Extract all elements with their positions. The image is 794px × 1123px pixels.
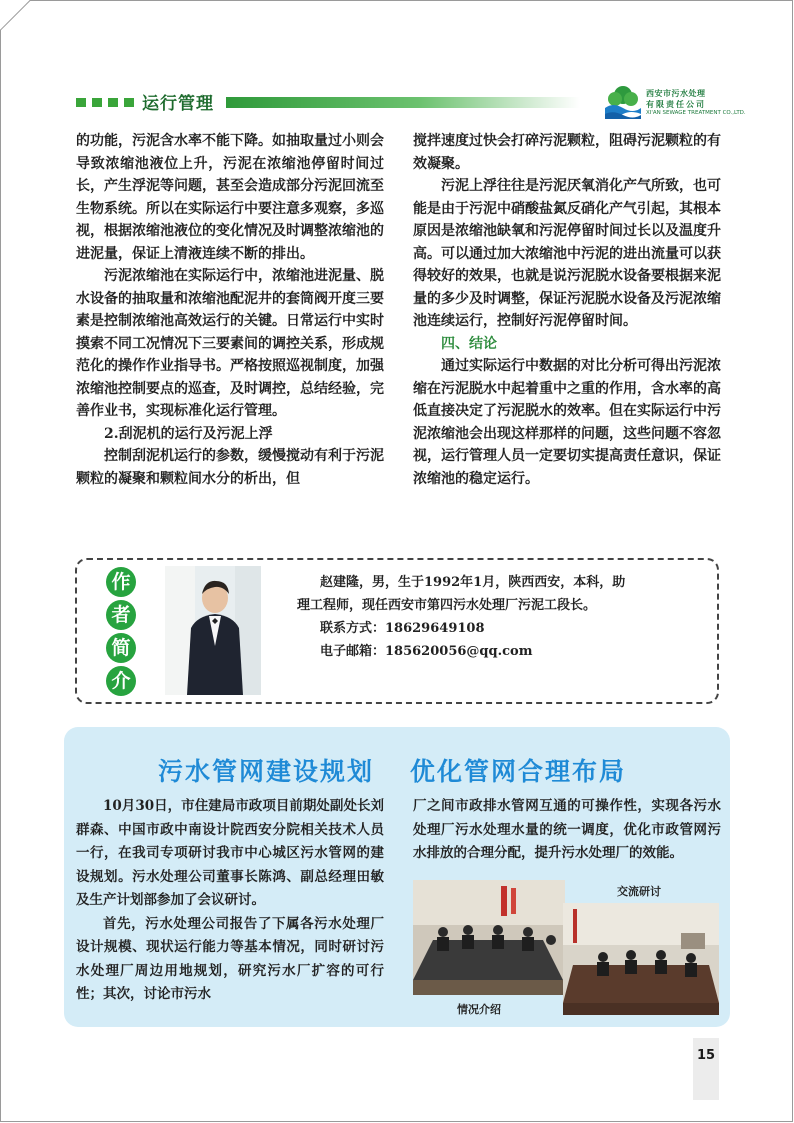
news-headline-left: 污水管网建设规划 (158, 757, 375, 786)
paragraph: 污泥浓缩池在实际运行中，浓缩池进泥量、脱水设备的抽取量和浓缩池配泥井的套筒阀开度三要素是控制浓缩池高效运行的关键。日常运行中实时摸索不同工况情况下三要素间的调控关系，形成规范化的操作作业指导书。严格按照巡视制度，加强浓缩池控制要点的巡查，及时调控，总结经验，完善作业书，实现标准化运行管理。 (76, 268, 384, 419)
news-left-column (76, 795, 384, 1007)
company-logo-icon (603, 84, 643, 120)
paragraph: 通过实际运行中数据的对比分析可得出污泥浓缩在污泥脱水中起着重中之重的作用，含水率的高低直接决定了污泥脱水的效率。但在实际运行中污泥浓缩池会出现这样那样的问题，这些问题不容忽视，运行管理人员一定要切实提高责任意识，保证浓缩池的稳定运行。 (413, 358, 721, 487)
logo-english: XI'AN SEWAGE TREATMENT CO.,LTD. (646, 110, 746, 116)
header-bar (226, 97, 580, 108)
logo-name: 西安市污水处理 (646, 89, 706, 98)
photo-caption: 交流研讨 (617, 885, 661, 898)
header-square (76, 98, 86, 107)
author-bio-line2: 理工程师，现任西安市第四污水处理厂污泥工段长。 (297, 598, 597, 613)
paragraph: 10月30日，市住建局市政项目前期处副处长刘群森、中国市政中南设计院西安分院相关技术人员一行，在我司专项研讨我市中心城区污水管网的建设规划。污水处理公司董事长陈鸿、副总经理田敏及生产计划部参加了会议研讨。 (76, 798, 384, 908)
section-title: 运行管理 (142, 94, 214, 114)
page-number: 15 (693, 1038, 719, 1100)
author-label-char: 介 (106, 666, 136, 696)
paragraph: 首先，污水处理公司报告了下属各污水处理厂设计规模、现状运行能力等基本情况，同时研讨污水处理厂周边用地规划，研究污水厂扩容的可行性；其次，讨论市污水 (76, 915, 384, 1002)
paragraph: 搅拌速度过快会打碎污泥颗粒，阻碍污泥颗粒的有效凝聚。 (413, 133, 721, 172)
subheading: 2.刮泥机的运行及污泥上浮 (104, 425, 273, 442)
header-square (108, 98, 118, 107)
paragraph: 控制刮泥机运行的参数，缓慢搅动有利于污泥颗粒的凝聚和颗粒间水分的析出，但 (76, 448, 384, 487)
author-label-char: 者 (106, 600, 136, 630)
author-label-char: 简 (106, 633, 136, 663)
header-square (92, 98, 102, 107)
news-right-column (413, 795, 721, 866)
paragraph: 厂之间市政排水管网互通的可操作性，实现各污水处理厂污水处理水量的统一调度，优化市政管网污水排放的合理分配，提升污水处理厂的效能。 (413, 798, 721, 861)
article-right-column (413, 130, 721, 490)
paragraph: 的功能，污泥含水率不能下降。如抽取量过小则会导致浓缩池液位上升，污泥在浓缩池停留时间过长，产生浮泥等问题，甚至会造成部分污泥回流至生物系统。所以在实际运行中要注意多观察，多巡视，根据浓缩池液位的变化情况及时调整浓缩池的进泥量，保证上清液连续不断的排出。 (76, 133, 384, 262)
article-left-column (76, 130, 384, 490)
news-headline-right: 优化管网合理布局 (410, 757, 627, 786)
author-photo (165, 566, 261, 695)
logo-suffix: 有限责任公司 (646, 100, 706, 109)
section-heading: 四、结论 (441, 335, 497, 352)
author-phone: 联系方式：18629649108 (320, 621, 485, 636)
meeting-photo-right (563, 903, 719, 1015)
meeting-photo-left (413, 880, 565, 995)
header-square (124, 98, 134, 107)
photo-caption: 情况介绍 (457, 1003, 501, 1016)
author-bio-line1: 赵建隆，男，生于1992年1月，陕西西安，本科，助 (320, 575, 626, 590)
paragraph: 污泥上浮往往是污泥厌氧消化产气所致，也可能是由于污泥中硝酸盐氮反硝化产气引起，其根本原因是浓缩池缺氧和污泥停留时间过长以及温度升高。可以通过加大浓缩池中污泥的进出流量可以获得较好的效果，也就是说污泥脱水设备要根据来泥量的多少及时调整，保证污泥脱水设备及污泥浓缩池连续运行，控制好污泥停留时间。 (413, 178, 721, 329)
author-label-char: 作 (106, 567, 136, 597)
author-email: 电子邮箱：185620056@qq.com (320, 644, 533, 659)
